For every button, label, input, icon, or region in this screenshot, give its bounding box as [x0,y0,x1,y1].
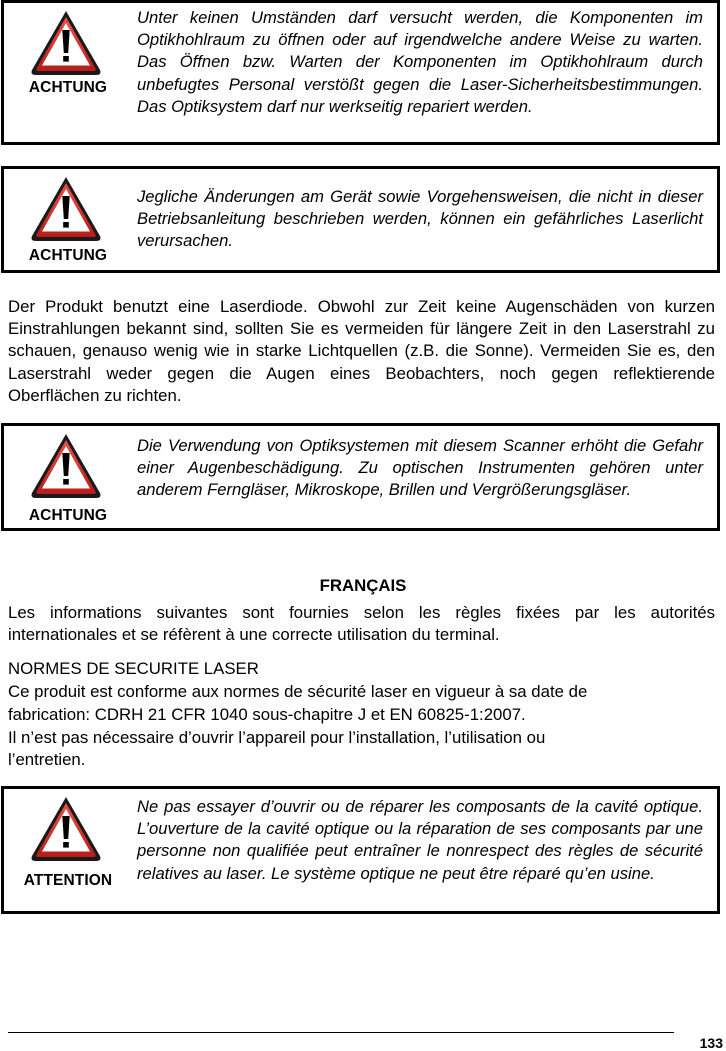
warning-label: ATTENTION [23,872,113,889]
warning-icon-col [8,426,124,528]
warning-triangle-icon [30,794,102,862]
warning-triangle-icon [30,431,102,499]
warning-label: ACHTUNG [28,79,108,96]
warning-box-1 [1,0,720,145]
german-paragraph: Der Produkt benutzt eine Laserdiode. Obwohl zur Zeit keine Augenschäden von kurzen Einstrahlungen bekannt sind, sollten Sie es vermeiden für längere Zeit in den Laserstrahl zu schauen, genauso wenig wie in starke Lichtquellen (z.B. die Sonne). Vermeiden Sie es, den Laserstrahl weder gegen die Augen eines Beobachters, noch gegen reflektierende Oberflächen zu richten. [8,297,715,405]
warning-text: Jegliche Änderungen am Gerät sowie Vorgehensweisen, die nicht in dieser Betriebsanleitung beschrieben werden, können ein gefährliches Laserlicht verursachen. [137,187,703,251]
section-heading-francais: FRANÇAIS [319,576,407,595]
warning-icon-col [8,169,124,270]
warning-triangle-icon [30,174,102,242]
warning-box-4 [1,786,720,914]
warning-text: Die Verwendung von Optiksystemen mit diesem Scanner erhöht die Gefahr einer Augenbeschädigung. Zu optischen Instrumenten gehören unter anderem Ferngläser, Mikroskope, Brillen und Vergrößerungsgläser. [137,436,703,500]
warning-label: ACHTUNG [28,247,108,264]
page-number: 133 [699,1035,723,1051]
norms-line: Ce produit est conforme aux normes de sécurité laser en vigueur à sa date de [8,682,588,701]
warning-icon-col [8,789,124,911]
warning-triangle-icon [30,8,102,76]
norms-title: NORMES DE SECURITE LASER [8,659,259,678]
norms-line: fabrication: CDRH 21 CFR 1040 sous-chapitre J et EN 60825-1:2007. [8,705,526,724]
warning-label: ACHTUNG [28,507,108,524]
warning-box-2 [1,166,720,273]
norms-line: Il n’est pas nécessaire d’ouvrir l’appareil pour l’installation, l’utilisation ou [8,728,546,747]
warning-text: Ne pas essayer d’ouvrir ou de réparer les composants de la cavité optique. L’ouverture de la cavité optique ou la réparation de ses composants par une personne non qualifiée peut entraîner le nonrespect des règles de sécurité relatives au laser. Le système optique ne peut être réparé qu’en usine. [137,797,703,883]
warning-text: Unter keinen Umständen darf versucht werden, die Komponenten im Optikhohlraum zu öffnen oder auf irgendwelche andere Weise zu warten. Das Öffnen bzw. Warten der Komponenten im Optikhohlraum durch unbefugtes Personal verstößt gegen die Laser-Sicherheitsbestimmungen. Das Optiksystem darf nur werkseitig repariert werden. [137,8,703,116]
warning-box-3 [1,423,720,531]
warning-icon-col [8,3,124,142]
french-intro: Les informations suivantes sont fournies selon les règles fixées par les autorités internationales et se réfèrent à une correcte utilisation du terminal. [8,603,715,645]
norms-line: l’entretien. [8,750,86,769]
footer-rule [8,1032,674,1033]
